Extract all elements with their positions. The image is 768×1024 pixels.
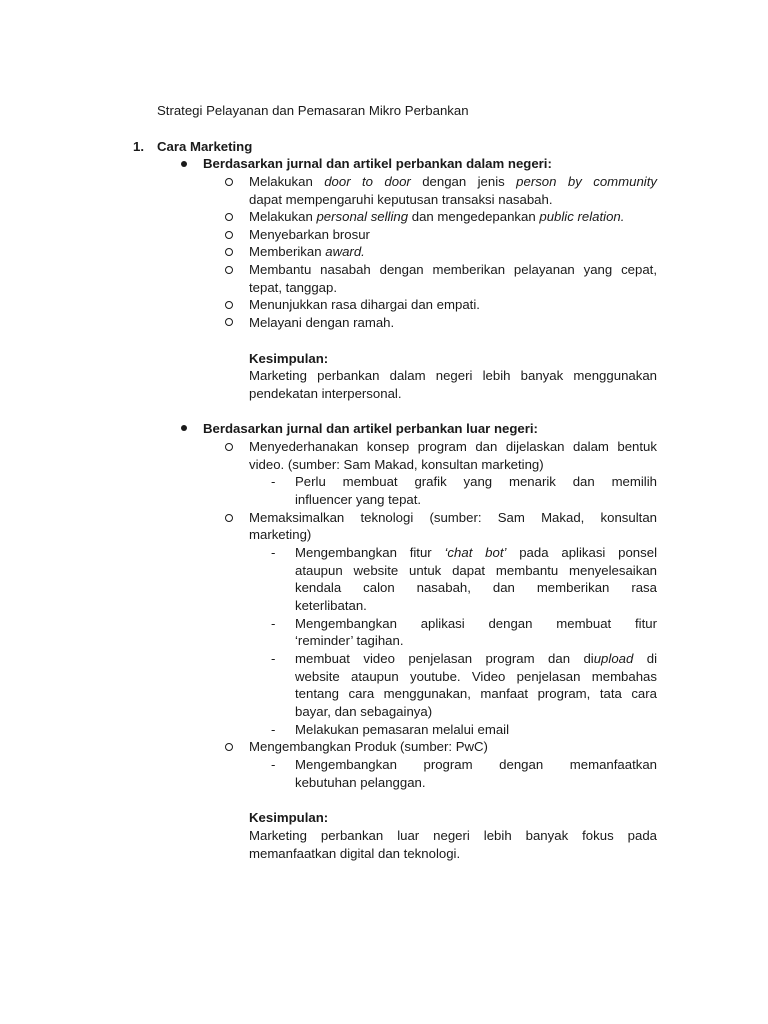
bullet-circle [225, 266, 233, 274]
conclusion-text: memanfaatkan digital dan teknologi. [249, 846, 461, 861]
sub-item: Perlu membuat grafik yang menarik dan memilih [295, 474, 657, 489]
conclusion-text: Marketing perbankan luar negeri lebih banyak fokus pada [249, 828, 657, 843]
bullet-circle [225, 318, 233, 326]
list-item: Melayani dengan ramah. [249, 315, 395, 330]
sub-item-continuation: ataupun website untuk dapat membantu menyelesaikan [295, 563, 657, 578]
dash-marker: - [271, 651, 276, 666]
section-heading: Cara Marketing [157, 139, 253, 154]
conclusion-label: Kesimpulan: [249, 810, 329, 825]
section-number: 1. [133, 139, 144, 154]
bullet-circle [225, 743, 233, 751]
sub-item-continuation: website ataupun youtube. Video penjelasan membahas [295, 669, 657, 684]
sub-item: Melakukan pemasaran melalui email [295, 722, 510, 737]
conclusion-text: pendekatan interpersonal. [249, 386, 402, 401]
domestic-heading: Berdasarkan jurnal dan artikel perbankan dalam negeri: [203, 156, 552, 171]
list-item-continuation: dapat mempengaruhi keputusan transaksi nasabah. [249, 192, 553, 207]
document-title: Strategi Pelayanan dan Pemasaran Mikro Perbankan [157, 103, 469, 118]
bullet-circle [225, 248, 233, 256]
dash-marker: - [271, 474, 276, 489]
list-item-continuation: marketing) [249, 527, 312, 542]
list-item: Memberikan award. [249, 244, 365, 259]
bullet-circle [225, 301, 233, 309]
dash-marker: - [271, 616, 276, 631]
sub-item-continuation: bayar, dan sebagainya) [295, 704, 433, 719]
list-item: Mengembangkan Produk (sumber: PwC) [249, 739, 488, 754]
foreign-heading: Berdasarkan jurnal dan artikel perbankan luar negeri: [203, 421, 538, 436]
list-item-continuation: tepat, tanggap. [249, 280, 337, 295]
list-item: Menyederhanakan konsep program dan dijelaskan dalam bentuk [249, 439, 657, 454]
sub-item: Mengembangkan program dengan memanfaatkan [295, 757, 657, 772]
conclusion-text: Marketing perbankan dalam negeri lebih banyak menggunakan [249, 368, 657, 383]
list-item: Melakukan personal selling dan mengedepankan public relation. [249, 209, 625, 224]
bullet-dot [181, 161, 187, 167]
sub-item-continuation: tentang cara menggunakan, manfaat program, tata cara [295, 686, 657, 701]
dash-marker: - [271, 545, 276, 560]
bullet-circle [225, 514, 233, 522]
bullet-circle [225, 178, 233, 186]
list-item: Membantu nasabah dengan memberikan pelayanan yang cepat, [249, 262, 657, 277]
sub-item: Mengembangkan fitur ‘chat bot’ pada aplikasi ponsel [295, 545, 657, 560]
dash-marker: - [271, 722, 276, 737]
conclusion-label: Kesimpulan: [249, 351, 329, 366]
bullet-dot [181, 425, 187, 431]
sub-item: membuat video penjelasan program dan diupload di [295, 651, 658, 666]
list-item: Menyebarkan brosur [249, 227, 370, 242]
list-item: Menunjukkan rasa dihargai dan empati. [249, 297, 480, 312]
bullet-circle [225, 213, 233, 221]
list-item: Memaksimalkan teknologi (sumber: Sam Makad, konsultan [249, 510, 657, 525]
sub-item-continuation: ‘reminder’ tagihan. [295, 633, 404, 648]
sub-item-continuation: kendala calon nasabah, dan memberikan rasa [295, 580, 657, 595]
sub-item-continuation: keterlibatan. [295, 598, 367, 613]
list-item-continuation: video. (sumber: Sam Makad, konsultan marketing) [249, 457, 544, 472]
sub-item-continuation: kebutuhan pelanggan. [295, 775, 426, 790]
list-item: Melakukan door to door dengan jenis person by community [249, 174, 657, 189]
sub-item-continuation: influencer yang tepat. [295, 492, 422, 507]
sub-item: Mengembangkan aplikasi dengan membuat fitur [295, 616, 657, 631]
bullet-circle [225, 231, 233, 239]
bullet-circle [225, 443, 233, 451]
dash-marker: - [271, 757, 276, 772]
